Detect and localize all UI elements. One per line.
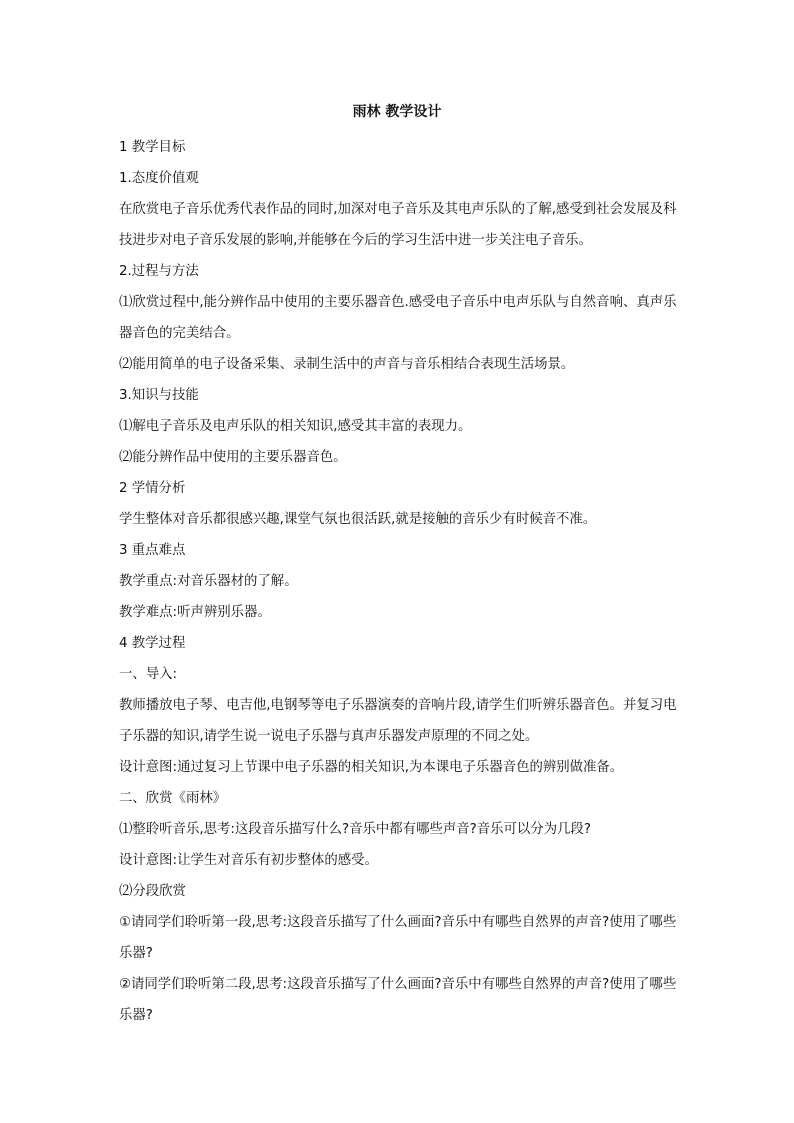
paragraph-key-point: 教学重点:对音乐器材的了解。 (119, 574, 298, 589)
paragraph-attitude: 在欣赏电子音乐优秀代表作品的同时,加深对电子音乐及其电声乐队的了解,感受到社会发展及科技进步对电子音乐发展的影响,并能够在今后的学习生活中进一步关注电子音乐。 (119, 202, 677, 248)
section-heading-process: 4 教学过程 (119, 636, 186, 651)
subheading-attitude: 1.态度价值观 (119, 171, 199, 186)
section-heading-objectives: 1 教学目标 (119, 140, 186, 155)
paragraph-appreciation-1: ⑴整聆听音乐,思考:这段音乐描写什么?音乐中都有哪些声音?音乐可以分为几段? (119, 822, 591, 837)
section-heading-analysis: 2 学情分析 (119, 481, 186, 496)
paragraph-section-appreciation: ⑵分段欣赏 (119, 884, 186, 899)
paragraph-knowledge-2: ⑵能分辨作品中使用的主要乐器音色。 (119, 450, 347, 465)
document-title: 雨林 教学设计 (352, 104, 442, 120)
paragraph-section-two: ②请同学们聆听第二段,思考:这段音乐描写了什么画面?音乐中有哪些自然界的声音?使用了哪些乐器? (119, 977, 677, 1023)
subheading-appreciation: 二、欣赏《雨林》 (119, 791, 227, 806)
paragraph-process-2: ⑵能用简单的电子设备采集、录制生活中的声音与音乐相结合表现生活场景。 (119, 357, 575, 372)
paragraph-appreciation-intent: 设计意图:让学生对音乐有初步整体的感受。 (119, 853, 378, 868)
paragraph-difficulty: 教学难点:听声辨别乐器。 (119, 605, 271, 620)
subheading-knowledge: 3.知识与技能 (119, 388, 199, 403)
paragraph-section-one: ①请同学们聆听第一段,思考:这段音乐描写了什么画面?音乐中有哪些自然界的声音?使用了哪些乐器? (119, 915, 677, 961)
paragraph-analysis: 学生整体对音乐都很感兴趣,课堂气氛也很活跃,就是接触的音乐少有时候音不准。 (119, 512, 597, 527)
subheading-process: 2.过程与方法 (119, 264, 199, 279)
paragraph-intro: 教师播放电子琴、电吉他,电钢琴等电子乐器演奏的音响片段,请学生们听辨乐器音色。并复习电子乐器的知识,请学生说一说电子乐器与真声乐器发声原理的不同之处。 (119, 698, 677, 744)
section-heading-key-points: 3 重点难点 (119, 543, 186, 558)
subheading-intro: 一、导入: (119, 667, 178, 682)
paragraph-knowledge-1: ⑴解电子音乐及电声乐队的相关知识,感受其丰富的表现力。 (119, 419, 472, 434)
document-body (119, 132, 679, 1031)
paragraph-process-1: ⑴欣赏过程中,能分辨作品中使用的主要乐器音色.感受电子音乐中电声乐队与自然音响、真声乐器音色的完美结合。 (119, 295, 677, 341)
paragraph-intro-intent: 设计意图:通过复习上节课中电子乐器的相关知识,为本课电子乐器音色的辨别做准备。 (119, 760, 624, 775)
